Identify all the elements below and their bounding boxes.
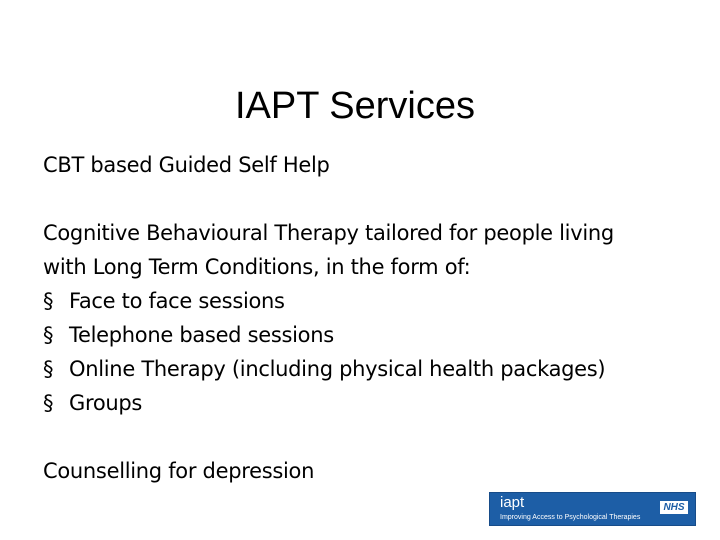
iapt-tagline: Improving Access to Psychological Therapies (500, 514, 641, 521)
bullet-item (43, 352, 683, 386)
slide-title: IAPT Services (234, 85, 476, 127)
nhs-badge: NHS (660, 501, 688, 514)
slide-body (43, 148, 683, 488)
bullet-text: Telephone based sessions (69, 323, 334, 347)
bullet-text: Face to face sessions (69, 289, 285, 313)
spacer (43, 182, 683, 216)
paragraph-counselling: Counselling for depression (43, 459, 315, 483)
bullet-text: Groups (69, 391, 143, 415)
spacer (43, 420, 683, 454)
paragraph-cbt-line-1: Cognitive Behavioural Therapy tailored for people living (43, 221, 614, 245)
bullet-marker: § (43, 289, 54, 313)
bullet-item (43, 318, 683, 352)
bullet-marker: § (43, 323, 54, 347)
paragraph-cbt-line-2: with Long Term Conditions, in the form of: (43, 255, 471, 279)
iapt-nhs-logo (489, 492, 696, 526)
bullet-item (43, 386, 683, 420)
bullet-marker: § (43, 357, 54, 381)
bullet-marker: § (43, 391, 54, 415)
paragraph-guided-self-help: CBT based Guided Self Help (43, 153, 330, 177)
bullet-text: Online Therapy (including physical health packages) (69, 357, 606, 381)
bullet-item (43, 284, 683, 318)
iapt-wordmark: iapt (500, 494, 525, 511)
